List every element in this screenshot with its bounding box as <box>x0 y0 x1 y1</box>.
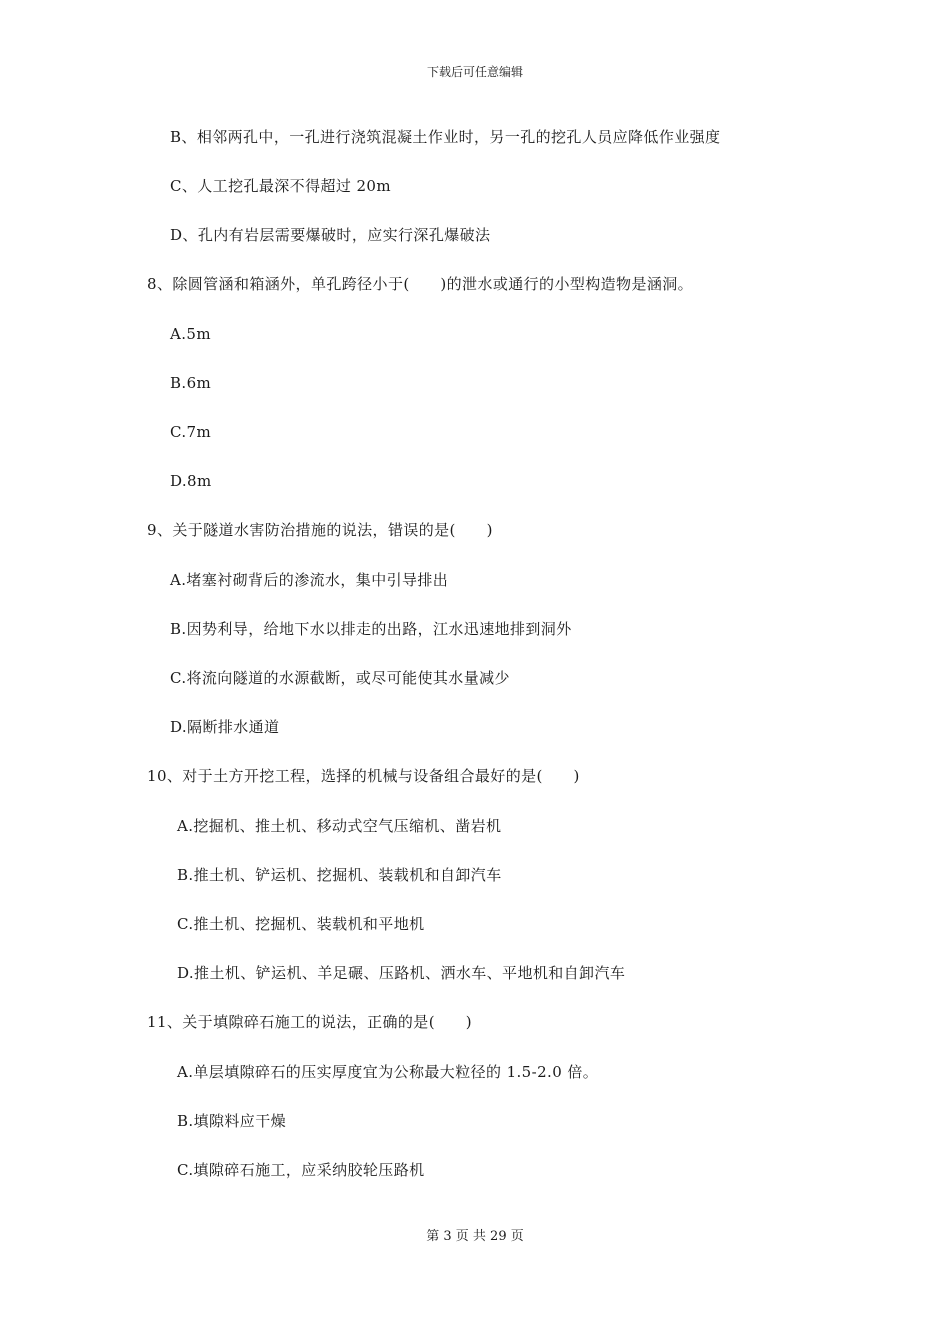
option-7b: B、相邻两孔中，一孔进行浇筑混凝土作业时，另一孔的挖孔人员应降低作业强度 <box>170 128 721 146</box>
question-10: 10、对于土方开挖工程，选择的机械与设备组合最好的是( ) <box>147 767 580 785</box>
option-7c: C、人工挖孔最深不得超过 20m <box>170 177 391 195</box>
option-10a: A.挖掘机、推土机、移动式空气压缩机、凿岩机 <box>177 817 502 835</box>
option-9a: A.堵塞衬砌背后的渗流水，集中引导排出 <box>170 571 449 589</box>
option-10d: D.推土机、铲运机、羊足碾、压路机、洒水车、平地机和自卸汽车 <box>177 964 626 982</box>
question-9: 9、关于隧道水害防治措施的说法，错误的是( ) <box>147 521 493 539</box>
option-11c: C.填隙碎石施工，应采纳胶轮压路机 <box>177 1161 425 1179</box>
option-9d: D.隔断排水通道 <box>170 718 280 736</box>
question-8: 8、除圆管涵和箱涵外，单孔跨径小于( )的泄水或通行的小型构造物是涵洞。 <box>147 275 694 293</box>
option-11a: A.单层填隙碎石的压实厚度宜为公称最大粒径的 1.5-2.0 倍。 <box>177 1063 599 1081</box>
option-8a: A.5m <box>170 325 211 343</box>
option-9c: C.将流向隧道的水源截断，或尽可能使其水量减少 <box>170 669 510 687</box>
page-footer: 第 3 页 共 29 页 <box>426 1229 524 1244</box>
question-11: 11、关于填隙碎石施工的说法，正确的是( ) <box>147 1013 472 1031</box>
option-9b: B.因势利导，给地下水以排走的出路，江水迅速地排到洞外 <box>170 620 572 638</box>
option-8c: C.7m <box>170 423 212 441</box>
option-10b: B.推土机、铲运机、挖掘机、装载机和自卸汽车 <box>177 866 502 884</box>
option-7d: D、孔内有岩层需要爆破时，应实行深孔爆破法 <box>170 226 491 244</box>
page-header: 下载后可任意编辑 <box>426 65 523 79</box>
option-10c: C.推土机、挖掘机、装载机和平地机 <box>177 915 425 933</box>
option-8b: B.6m <box>170 374 212 392</box>
option-11b: B.填隙料应干燥 <box>177 1112 286 1130</box>
option-8d: D.8m <box>170 472 212 490</box>
